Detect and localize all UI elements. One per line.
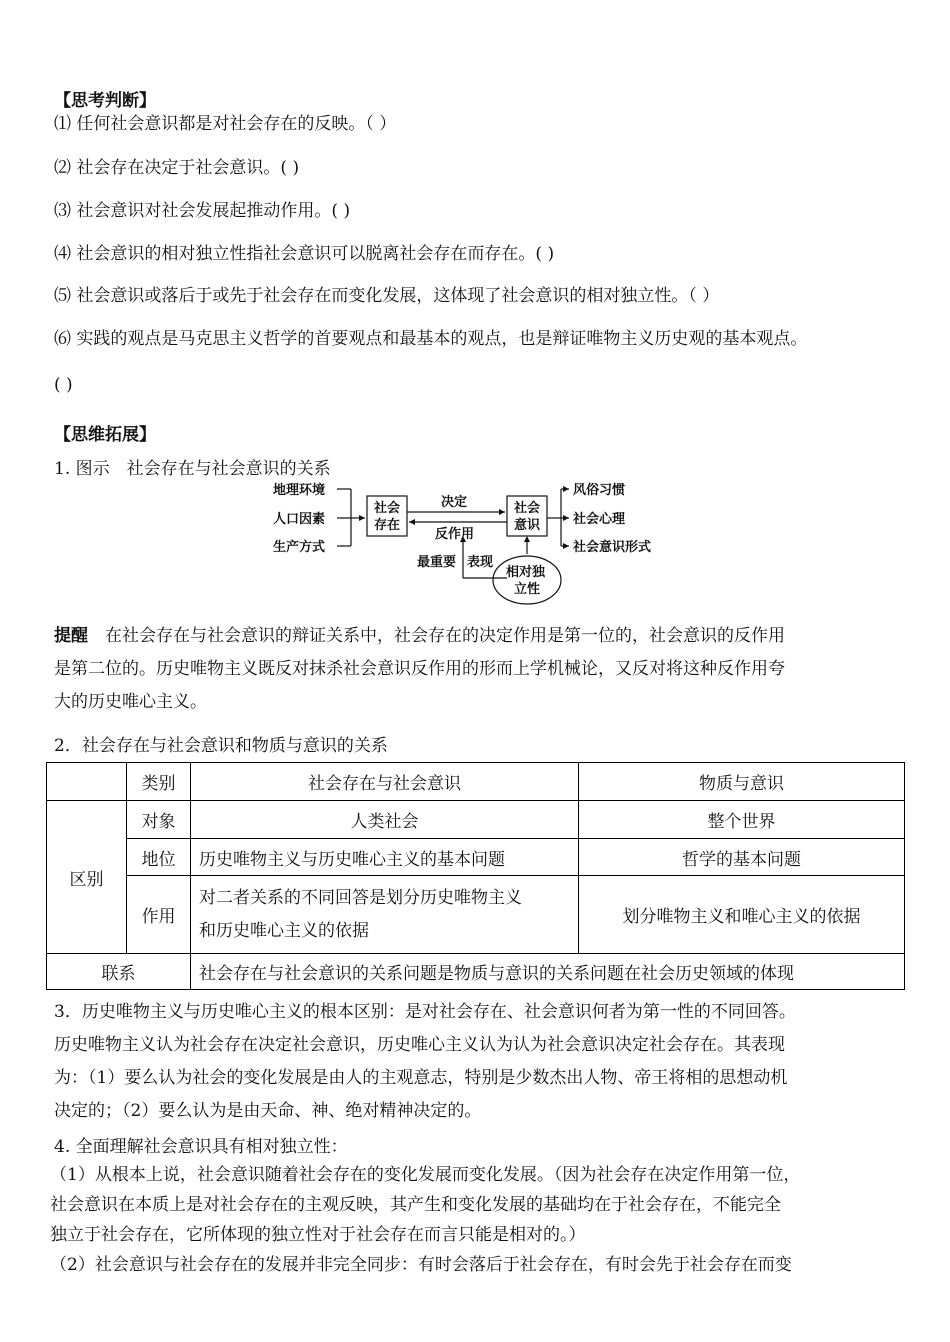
table-row (47, 763, 905, 801)
judgement-item-3: ⑶ 社会意识对社会发展起推动作用。( ) (54, 201, 351, 221)
table-row (47, 876, 905, 954)
item3-paragraph (54, 996, 904, 1128)
diagram-factor-psychology: 社会心理 (573, 512, 626, 527)
table-row-label: 地位 (127, 839, 191, 876)
diagram-consciousness-line1: 社会 (514, 501, 541, 516)
diagram-label-most-important: 最重要 (417, 555, 457, 570)
table-row (47, 801, 905, 839)
table-cell-line: 和历史唯心主义的依据 (199, 920, 369, 941)
table-cell: 哲学的基本问题 (579, 839, 905, 876)
section-heading-judgement: 【思考判断】 (54, 91, 156, 111)
table-row-label: 对象 (127, 801, 191, 839)
judgement-item-4: ⑷ 社会意识的相对独立性指社会意识可以脱离社会存在而存在。( ) (54, 244, 555, 264)
table-row (47, 954, 905, 990)
item4-line-2: 社会意识在本质上是对社会存在的主观反映，其产生和变化发展的基础均在于社会存在，不能完全 (50, 1195, 781, 1215)
table-link-label: 联系 (47, 954, 191, 990)
judgement-item-6: ⑹ 实践的观点是马克思主义哲学的首要观点和最基本的观点，也是辩证唯物主义历史观的基本观点。 (54, 329, 808, 349)
diagram-existence-line1: 社会 (374, 501, 401, 516)
comparison-table (46, 762, 905, 990)
diagram-factor-ideology: 社会意识形式 (573, 540, 652, 555)
item4-line-1: （1）从根本上说，社会意识随着社会存在的变化发展而变化发展。（因为社会存在决定作用第一位， (50, 1165, 801, 1185)
table-header-social: 社会存在与社会意识 (191, 763, 579, 801)
item1-title: 1. 图示 社会存在与社会意识的关系 (54, 459, 331, 479)
item4-line-3: 独立于社会存在，它所体现的独立性对于社会存在而言只能是相对的。） (50, 1225, 586, 1245)
table-group-difference: 区别 (47, 801, 127, 954)
reminder-line-2: 是第二位的。历史唯物主义既反对抹杀社会意识反作用的形而上学机械论，又反对将这种反作用夸 (54, 659, 785, 679)
table-row-label: 作用 (127, 876, 191, 954)
diagram-independence-line2: 立性 (514, 582, 541, 597)
item4-title: 4. 全面理解社会意识具有相对独立性： (54, 1137, 348, 1157)
diagram-label-manifest: 表现 (467, 555, 494, 570)
diagram-existence-line2: 存在 (374, 518, 401, 533)
reminder-line-3: 大的历史唯心主义。 (54, 692, 207, 712)
diagram-factor-geography: 地理环境 (273, 483, 326, 498)
diagram-consciousness-line2: 意识 (514, 518, 541, 533)
judgement-item-5: ⑸ 社会意识或落后于或先于社会存在而变化发展，这体现了社会意识的相对独立性。（ ） (54, 286, 720, 306)
diagram-factor-production: 生产方式 (273, 540, 326, 555)
diagram-arrow-decide: 决定 (441, 495, 468, 510)
table-header-category: 类别 (127, 763, 191, 801)
section-heading-expansion: 【思维拓展】 (54, 425, 156, 445)
table-link-text: 社会存在与社会意识的关系问题是物质与意识的关系问题在社会历史领域的体现 (191, 954, 905, 990)
item3-line-4: 决定的；（2）要么认为是由天命、神、绝对精神决定的。 (54, 1101, 482, 1121)
table-cell: 划分唯物主义和唯心主义的依据 (579, 876, 905, 954)
item3-line-2: 历史唯物主义认为社会存在决定社会意识，历史唯心主义认为认为社会意识决定社会存在。其表现 (54, 1035, 785, 1055)
table-corner-cell (47, 763, 127, 801)
relation-diagram (255, 476, 695, 614)
table-header-matter: 物质与意识 (579, 763, 905, 801)
table-row (47, 839, 905, 876)
judgement-item-6-answer: ( ) (54, 375, 73, 395)
item2-title: 2．社会存在与社会意识和物质与意识的关系 (54, 736, 388, 756)
item4-line-4: （2）社会意识与社会存在的发展并非完全同步：有时会落后于社会存在，有时会先于社会存在而变 (50, 1255, 792, 1275)
diagram-independence-line1: 相对独 (506, 565, 546, 580)
diagram-factor-population: 人口因素 (273, 512, 326, 527)
reminder-paragraph (54, 620, 904, 719)
judgement-item-1: ⑴ 任何社会意识都是对社会存在的反映。（ ） (54, 114, 397, 134)
reminder-line-1: 在社会存在与社会意识的辩证关系中，社会存在的决定作用是第一位的，社会意识的反作用 (88, 626, 785, 646)
reminder-label: 提醒 (54, 626, 88, 646)
item3-line-1: 3．历史唯物主义与历史唯心主义的根本区别：是对社会存在、社会意识何者为第一性的不同回答。 (54, 1002, 796, 1022)
item4-paragraph (50, 1160, 900, 1280)
table-cell: 历史唯物主义与历史唯心主义的基本问题 (191, 839, 579, 876)
diagram-arrow-react: 反作用 (435, 527, 475, 542)
table-cell: 人类社会 (191, 801, 579, 839)
diagram-factor-customs: 风俗习惯 (573, 483, 626, 498)
table-cell (191, 876, 579, 954)
table-cell-line: 对二者关系的不同回答是划分历史唯物主义 (199, 887, 522, 908)
item3-line-3: 为：（1）要么认为社会的变化发展是由人的主观意志，特别是少数杰出人物、帝王将相的思想动机 (54, 1068, 788, 1088)
judgement-item-2: ⑵ 社会存在决定于社会意识。( ) (54, 158, 300, 178)
table-cell: 整个世界 (579, 801, 905, 839)
